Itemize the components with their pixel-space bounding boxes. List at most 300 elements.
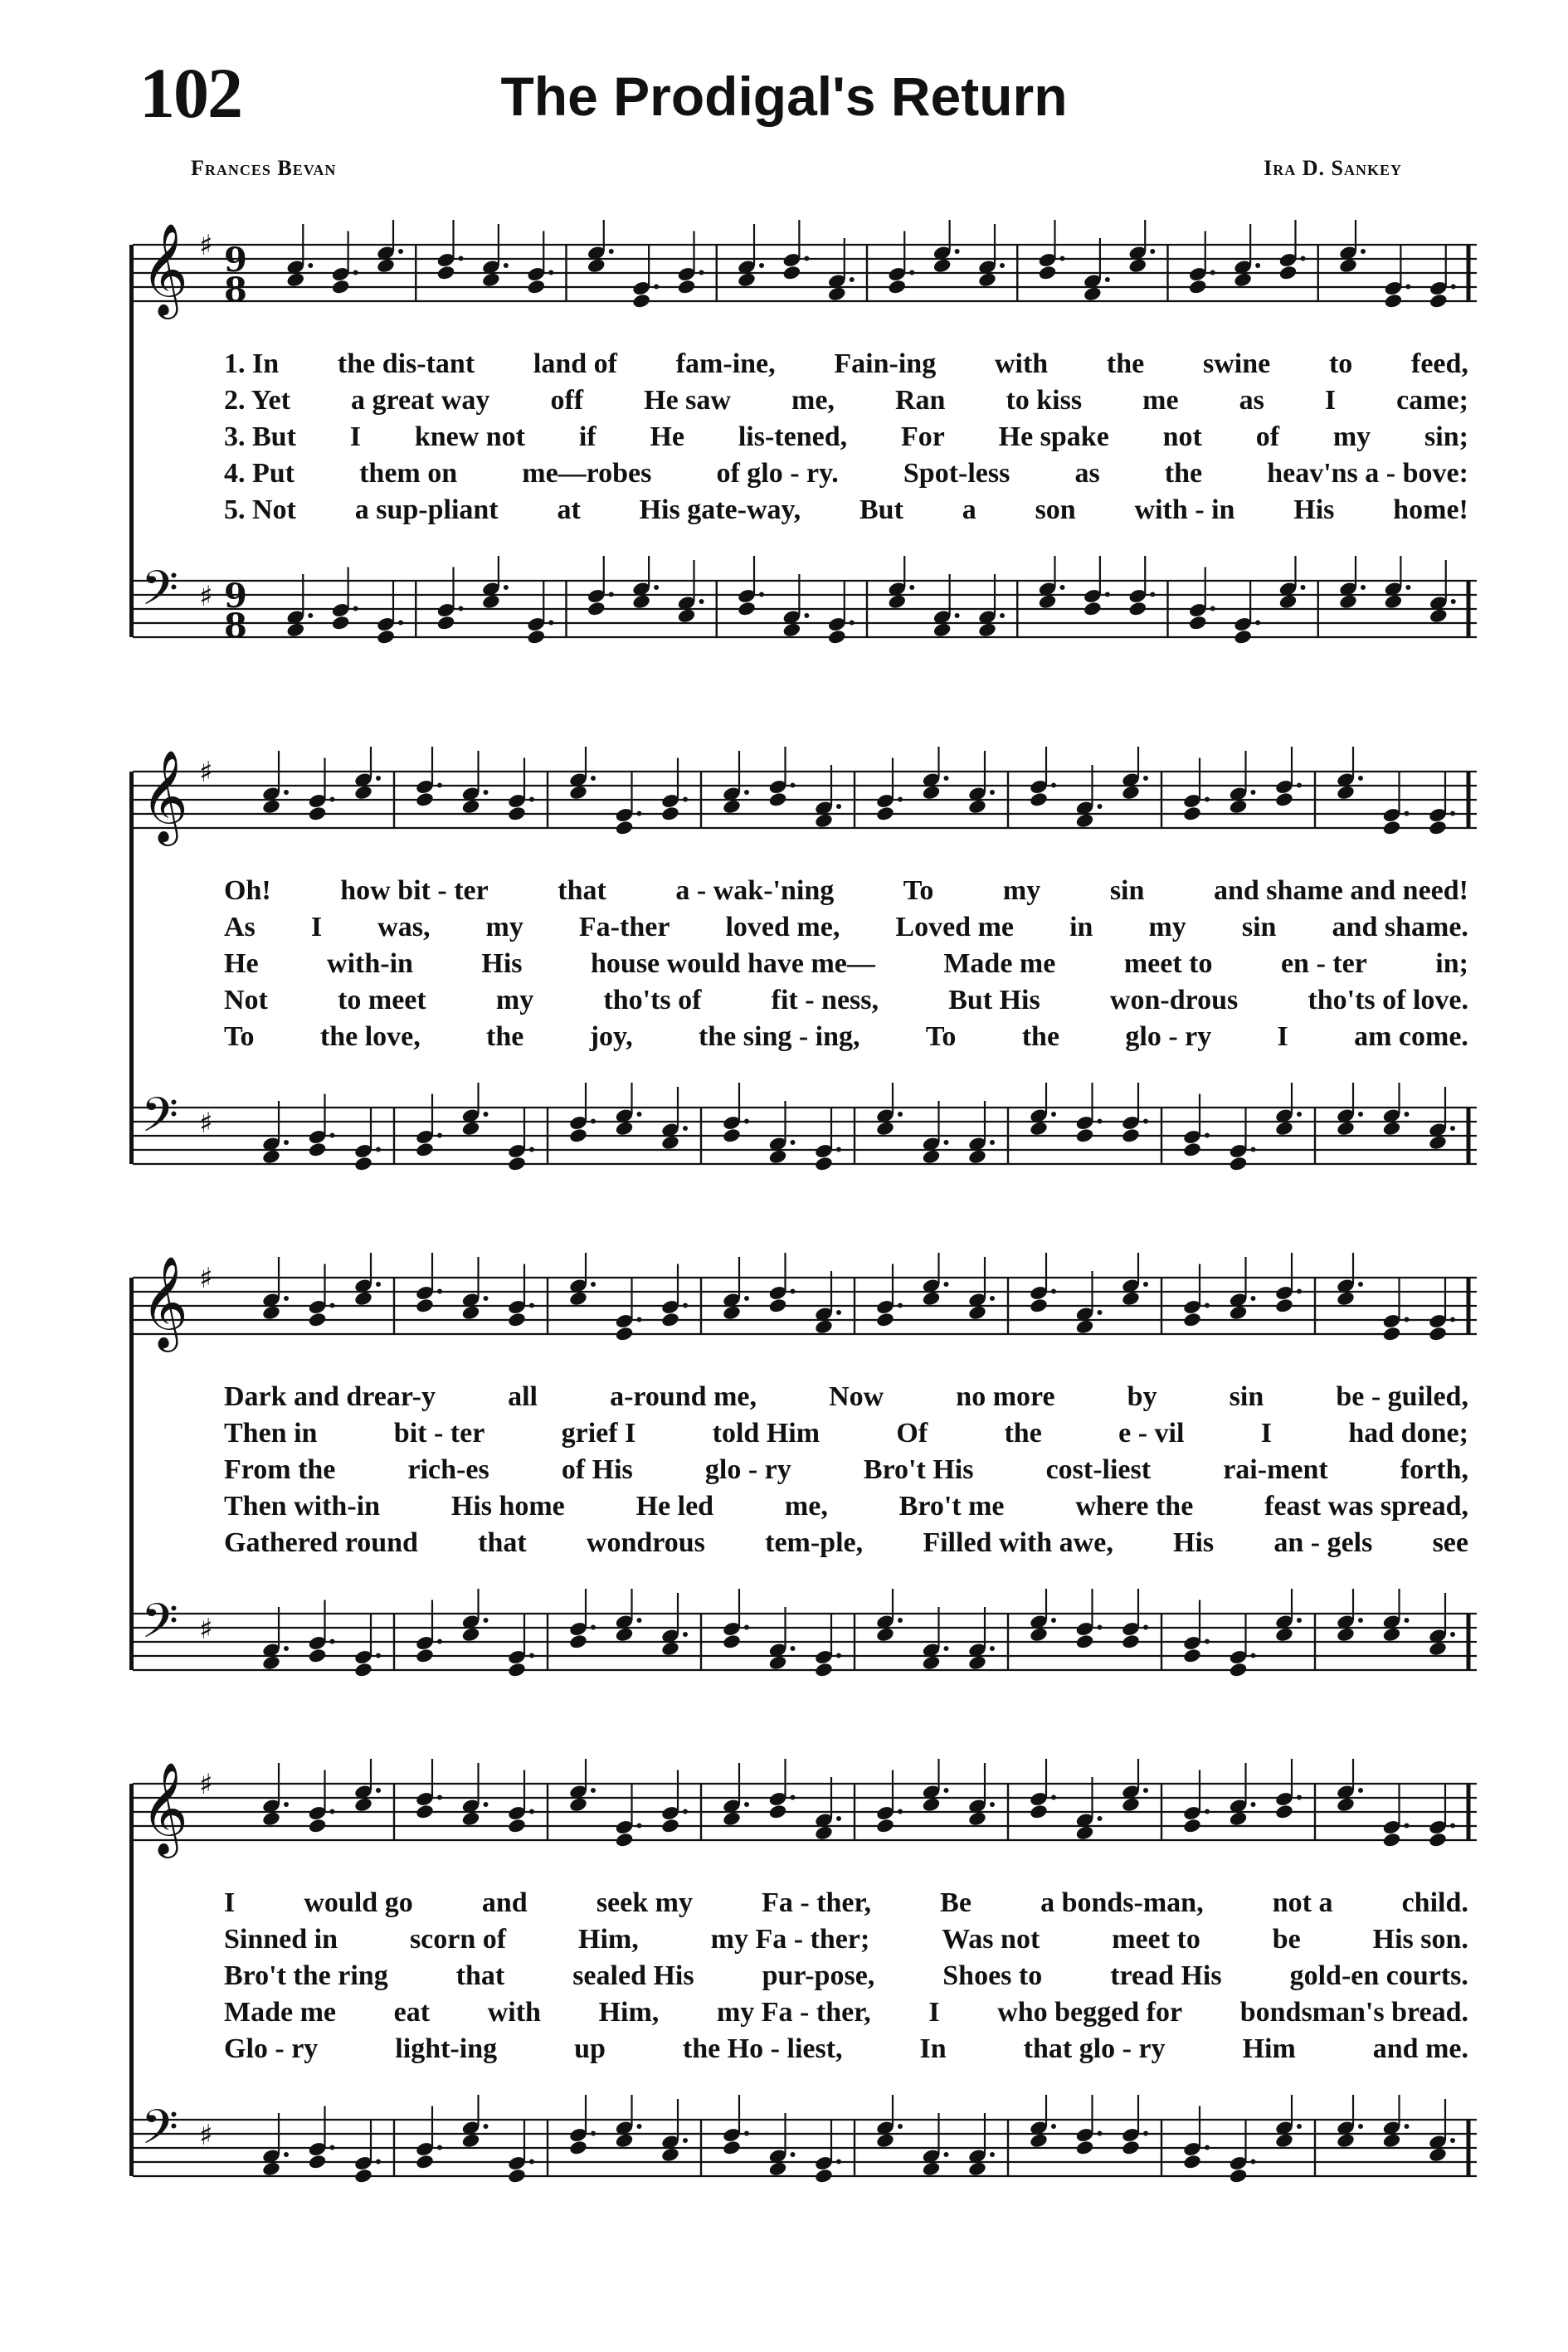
dot	[1060, 256, 1065, 261]
dot	[1361, 249, 1366, 254]
dot	[1251, 790, 1256, 795]
notehead	[615, 2132, 635, 2149]
notehead	[1029, 791, 1049, 808]
notehead	[875, 1312, 895, 1328]
notehead	[615, 1120, 635, 1137]
lyric-syllable: with	[487, 1997, 541, 2028]
notehead	[722, 1127, 742, 1144]
dot	[1143, 1625, 1148, 1630]
notehead	[1384, 293, 1404, 309]
notehead	[677, 279, 697, 295]
notehead	[1182, 1142, 1202, 1158]
lyric-syllable: To	[903, 875, 934, 906]
lyric-line	[224, 1887, 1468, 1924]
lyric-syllable: of glo - ry.	[716, 458, 839, 489]
notehead	[1121, 2140, 1141, 2156]
notehead	[1083, 601, 1103, 617]
lyric-syllable: 2. Yet	[224, 385, 290, 416]
notehead	[308, 1648, 328, 1664]
lyric-line	[224, 2033, 1468, 2070]
lyric-syllable: seek my	[596, 1887, 693, 1918]
lyric-line	[224, 458, 1468, 494]
lyric-line	[224, 1491, 1468, 1527]
dot	[1451, 285, 1456, 290]
notehead	[415, 2154, 435, 2170]
notehead	[376, 629, 396, 645]
treble-clef-icon: 𝄞	[141, 222, 188, 315]
notehead	[415, 1298, 435, 1314]
lyric-syllable: From the	[224, 1454, 336, 1485]
lyric-syllable: He	[224, 948, 259, 979]
lyric-syllable: Fa - ther,	[762, 1887, 871, 1918]
notehead	[415, 1804, 435, 1820]
lyric-line	[224, 875, 1468, 912]
notehead	[436, 615, 456, 631]
dot	[1251, 2160, 1256, 2165]
dot	[1450, 1126, 1455, 1131]
dot	[898, 1112, 903, 1117]
notehead	[1229, 1810, 1249, 1827]
lyric-syllable: Gathered round	[224, 1527, 418, 1558]
lyric-syllable: 4. Put	[224, 458, 295, 489]
dot	[637, 1112, 642, 1117]
lyric-syllable: in;	[1435, 948, 1468, 979]
lyric-syllable: and shame and need!	[1213, 875, 1468, 906]
composer-credit: Ira D. Sankey	[1264, 156, 1402, 180]
dot	[1450, 1824, 1455, 1829]
dot	[330, 1639, 335, 1644]
dot	[1301, 256, 1306, 261]
notehead	[768, 2160, 788, 2177]
lyric-line	[224, 1418, 1468, 1454]
notehead	[660, 1640, 680, 1657]
notehead	[461, 1120, 481, 1137]
lyric-line	[224, 948, 1468, 985]
lyric-syllable: house would have me—	[591, 948, 875, 979]
notehead	[875, 2132, 895, 2149]
notehead	[285, 271, 305, 288]
notehead	[415, 791, 435, 808]
dot	[1255, 263, 1260, 268]
lyric-syllable: where the	[1075, 1491, 1194, 1522]
notehead	[814, 1662, 834, 1678]
lyric-syllable: Loved me	[895, 912, 1014, 942]
lyric-syllable: Glo - ry	[224, 2033, 319, 2064]
dot	[1143, 1788, 1148, 1793]
sharp-icon: ♯	[199, 1768, 213, 1801]
dot	[330, 1303, 335, 1308]
dot	[744, 1296, 749, 1301]
notehead	[353, 784, 373, 801]
dot	[308, 263, 313, 268]
music-system	[133, 713, 1477, 1211]
lyric-syllable: I	[1260, 1418, 1273, 1449]
lyric-syllable: Bro't His	[863, 1454, 974, 1485]
dot	[1205, 797, 1210, 802]
lyric-syllable: the love,	[319, 1021, 421, 1052]
notehead	[308, 806, 328, 822]
dot	[1450, 2138, 1455, 2143]
dot	[1051, 1289, 1056, 1294]
dot	[1358, 2124, 1363, 2129]
dot	[898, 1618, 903, 1623]
lyric-syllable: Not	[224, 985, 268, 1015]
dot	[990, 1646, 995, 1651]
notehead	[308, 1312, 328, 1328]
lyric-syllable: sin;	[1424, 421, 1468, 452]
dot	[376, 776, 381, 781]
dot	[484, 1296, 489, 1301]
dot	[637, 1317, 642, 1322]
sharp-icon: ♯	[199, 229, 213, 262]
lyric-syllable: en - ter	[1280, 948, 1367, 979]
time-signature-top: 9	[224, 577, 247, 616]
notehead	[568, 1634, 588, 1650]
notehead	[660, 1134, 680, 1151]
notehead	[461, 798, 481, 815]
dot	[1405, 1618, 1410, 1623]
dot	[683, 1632, 688, 1637]
dot	[990, 790, 995, 795]
lyric-syllable: His home	[450, 1491, 565, 1522]
dot	[898, 1303, 903, 1308]
notehead	[261, 1148, 281, 1165]
dot	[759, 263, 764, 268]
lyric-syllable: not	[1162, 421, 1202, 452]
dot	[484, 1112, 489, 1117]
notehead	[1182, 1648, 1202, 1664]
dot	[1405, 811, 1410, 816]
dot	[1105, 592, 1110, 597]
dot	[791, 2152, 796, 2157]
dot	[1450, 1317, 1455, 1322]
lyric-syllable: am come.	[1354, 1021, 1468, 1052]
lyric-line	[224, 421, 1468, 458]
notehead	[507, 1156, 527, 1172]
notehead	[814, 1824, 834, 1841]
notehead	[1229, 1156, 1249, 1172]
dot	[330, 2145, 335, 2150]
dot	[484, 790, 489, 795]
lyric-syllable: the	[1164, 458, 1203, 489]
notehead	[922, 2160, 942, 2177]
dot	[591, 2131, 596, 2136]
dot	[591, 1119, 596, 1124]
dot	[1000, 613, 1005, 618]
notehead	[660, 1312, 680, 1328]
lyric-syllable: Then in	[224, 1418, 318, 1449]
dot	[1098, 1625, 1103, 1630]
dot	[504, 585, 509, 590]
dot	[1098, 1119, 1103, 1124]
notehead	[660, 806, 680, 822]
dot	[548, 270, 553, 275]
lyric-syllable: sin	[1229, 1381, 1264, 1412]
lyric-syllable: me,	[791, 385, 835, 416]
notehead	[507, 806, 527, 822]
dot	[437, 783, 442, 788]
notehead	[875, 1626, 895, 1643]
lyric-syllable: knew not	[414, 421, 526, 452]
lyric-line	[224, 1527, 1468, 1564]
lyric-syllable: see	[1432, 1527, 1468, 1558]
lyric-syllable: and me.	[1372, 2033, 1468, 2064]
music-system	[133, 1220, 1477, 1717]
lyric-syllable: Spot-less	[903, 458, 1010, 489]
notehead	[1274, 1804, 1294, 1820]
treble-clef-icon: 𝄞	[141, 1255, 188, 1348]
dot	[1297, 783, 1302, 788]
lyric-syllable: Ran	[894, 385, 946, 416]
dot	[1297, 2124, 1302, 2129]
dot	[1205, 1133, 1210, 1138]
dot	[898, 1809, 903, 1814]
dot	[955, 249, 960, 254]
notehead	[1229, 1304, 1249, 1321]
lyric-syllable: feed,	[1411, 348, 1468, 379]
notehead	[782, 621, 802, 638]
dot	[791, 1140, 796, 1145]
dot	[944, 776, 949, 781]
dot	[683, 797, 688, 802]
dot	[1405, 2124, 1410, 2129]
sharp-icon: ♯	[199, 1613, 213, 1646]
notehead	[261, 2160, 281, 2177]
notehead	[933, 621, 952, 638]
dot	[1358, 776, 1363, 781]
notehead	[782, 265, 802, 281]
sharp-icon: ♯	[199, 756, 213, 789]
dot	[1143, 776, 1148, 781]
lyric-syllable: Oh!	[224, 875, 271, 906]
dot	[1051, 1795, 1056, 1800]
lyric-syllable: sin	[1109, 875, 1145, 906]
notehead	[1428, 820, 1448, 836]
lyric-syllable: up	[574, 2033, 606, 2064]
dot	[1143, 1119, 1148, 1124]
notehead	[507, 2168, 527, 2184]
sharp-icon: ♯	[199, 2119, 213, 2152]
notehead	[1428, 1832, 1448, 1848]
dot	[353, 606, 358, 611]
notehead	[615, 820, 635, 836]
dot	[1450, 811, 1455, 816]
notehead	[660, 2146, 680, 2163]
dot	[1143, 1282, 1148, 1287]
lyric-syllable: meet to	[1112, 1924, 1200, 1955]
lyric-syllable: the sing - ing,	[698, 1021, 860, 1052]
dot	[759, 592, 764, 597]
dot	[836, 1816, 841, 1821]
notehead	[977, 271, 997, 288]
lyric-syllable: them on	[359, 458, 458, 489]
dot	[683, 1126, 688, 1131]
notehead	[353, 1796, 373, 1813]
dot	[836, 1310, 841, 1315]
dot	[1405, 1317, 1410, 1322]
notehead	[768, 791, 788, 808]
notehead	[631, 293, 651, 309]
lyric-syllable: a sup-pliant	[354, 494, 499, 525]
lyric-syllable: grief I	[561, 1418, 636, 1449]
dot	[1051, 1112, 1056, 1117]
dot	[330, 1809, 335, 1814]
notehead	[1038, 265, 1058, 281]
dot	[1451, 599, 1456, 604]
notehead	[768, 1298, 788, 1314]
notehead	[1428, 2146, 1448, 2163]
lyric-syllable: with-in	[327, 948, 413, 979]
notehead	[1384, 593, 1404, 610]
notehead	[887, 279, 907, 295]
notehead	[331, 615, 351, 631]
notehead	[308, 1142, 328, 1158]
dot	[955, 613, 960, 618]
dot	[591, 1282, 596, 1287]
dot	[529, 1653, 534, 1658]
bass-clef-icon: 𝄢	[141, 1087, 179, 1155]
notehead	[977, 621, 997, 638]
dot	[504, 263, 509, 268]
notehead	[415, 1142, 435, 1158]
lyric-syllable: land of	[533, 348, 617, 379]
lyric-syllable: I	[1324, 385, 1337, 416]
notehead	[568, 1796, 588, 1813]
notehead	[1428, 1134, 1448, 1151]
notehead	[1429, 293, 1449, 309]
dot	[637, 1824, 642, 1829]
dot	[398, 621, 403, 626]
dot	[850, 621, 855, 626]
lyric-syllable: As	[224, 912, 256, 942]
dot	[1358, 1788, 1363, 1793]
notehead	[1029, 2132, 1049, 2149]
dot	[376, 1788, 381, 1793]
dot	[437, 1795, 442, 1800]
notehead	[353, 2168, 373, 2184]
lyric-syllable: child.	[1401, 1887, 1468, 1918]
dot	[637, 2124, 642, 2129]
dot	[529, 2160, 534, 2165]
lyric-line	[224, 1924, 1468, 1960]
notehead	[308, 2154, 328, 2170]
lyric-syllable: won-drous	[1109, 985, 1239, 1015]
lyric-syllable: But	[859, 494, 903, 525]
lyric-syllable: was,	[377, 912, 431, 942]
lyrics-block	[133, 348, 1477, 531]
lyric-syllable: Made me	[224, 1997, 337, 2028]
notehead	[1029, 1626, 1049, 1643]
dot	[529, 1303, 534, 1308]
dot	[836, 1147, 841, 1152]
lyric-syllable: swine	[1202, 348, 1271, 379]
lyric-syllable: rich-es	[407, 1454, 489, 1485]
notehead	[1182, 806, 1202, 822]
notehead	[922, 784, 942, 801]
dot	[1405, 1824, 1410, 1829]
treble-clef-icon: 𝄞	[141, 749, 188, 842]
dot	[944, 1282, 949, 1287]
notehead	[814, 1156, 834, 1172]
lyric-syllable: the Ho - liest,	[682, 2033, 843, 2064]
dot	[654, 585, 659, 590]
dot	[744, 1119, 749, 1124]
lyric-syllable: Bro't the ring	[224, 1960, 388, 1991]
dot	[683, 2138, 688, 2143]
lyric-syllable: To	[224, 1021, 255, 1052]
notehead	[1188, 615, 1208, 631]
dot	[353, 270, 358, 275]
dot	[699, 599, 704, 604]
lyric-syllable: eat	[393, 1997, 431, 2028]
lyric-syllable: as	[1239, 385, 1264, 416]
lyric-syllable: His	[481, 948, 523, 979]
treble-staff	[133, 747, 1477, 863]
notehead	[1338, 257, 1358, 274]
dot	[1210, 270, 1215, 275]
dot	[990, 1802, 995, 1807]
dot	[1297, 1289, 1302, 1294]
lyric-syllable: all	[508, 1381, 538, 1412]
music-system	[133, 1726, 1477, 2223]
lyric-syllable: fit - ness,	[771, 985, 879, 1015]
dot	[1251, 1296, 1256, 1301]
notehead	[568, 784, 588, 801]
dot	[437, 1639, 442, 1644]
dot	[1251, 1147, 1256, 1152]
lyric-syllable: a-round me,	[610, 1381, 757, 1412]
notehead	[660, 1818, 680, 1834]
notehead	[922, 1290, 942, 1307]
lyric-syllable: Was not	[942, 1924, 1040, 1955]
lyric-syllable: Fa-ther	[578, 912, 670, 942]
notehead	[875, 1120, 895, 1137]
notehead	[1182, 1312, 1202, 1328]
notehead	[461, 1810, 481, 1827]
notehead	[568, 1127, 588, 1144]
notehead	[461, 1626, 481, 1643]
lyric-syllable: not a	[1272, 1887, 1333, 1918]
dot	[1000, 263, 1005, 268]
dot	[308, 613, 313, 618]
notehead	[967, 2160, 987, 2177]
dot	[1210, 606, 1215, 611]
notehead	[1038, 593, 1058, 610]
notehead	[1336, 1626, 1356, 1643]
notehead	[526, 279, 546, 295]
notehead	[507, 1312, 527, 1328]
dot	[1143, 2131, 1148, 2136]
notehead	[722, 2140, 742, 2156]
dot	[1105, 277, 1110, 282]
lyric-syllable: Made me	[943, 948, 1056, 979]
notehead	[1229, 798, 1249, 815]
dot	[944, 1140, 949, 1145]
notehead	[461, 1304, 481, 1321]
notehead	[631, 593, 651, 610]
dot	[909, 585, 914, 590]
lyric-syllable: His gate-way,	[639, 494, 801, 525]
notehead	[1029, 1120, 1049, 1137]
lyric-syllable: who begged for	[997, 1997, 1183, 2028]
lyric-syllable: 1. In	[224, 348, 280, 379]
dot	[990, 2152, 995, 2157]
lyric-syllable: to kiss	[1006, 385, 1083, 416]
lyric-syllable: Filled with awe,	[923, 1527, 1113, 1558]
lyric-syllable: 5. Not	[224, 494, 296, 525]
lyric-syllable: bit - ter	[393, 1418, 485, 1449]
lyric-syllable: sealed His	[572, 1960, 694, 1991]
